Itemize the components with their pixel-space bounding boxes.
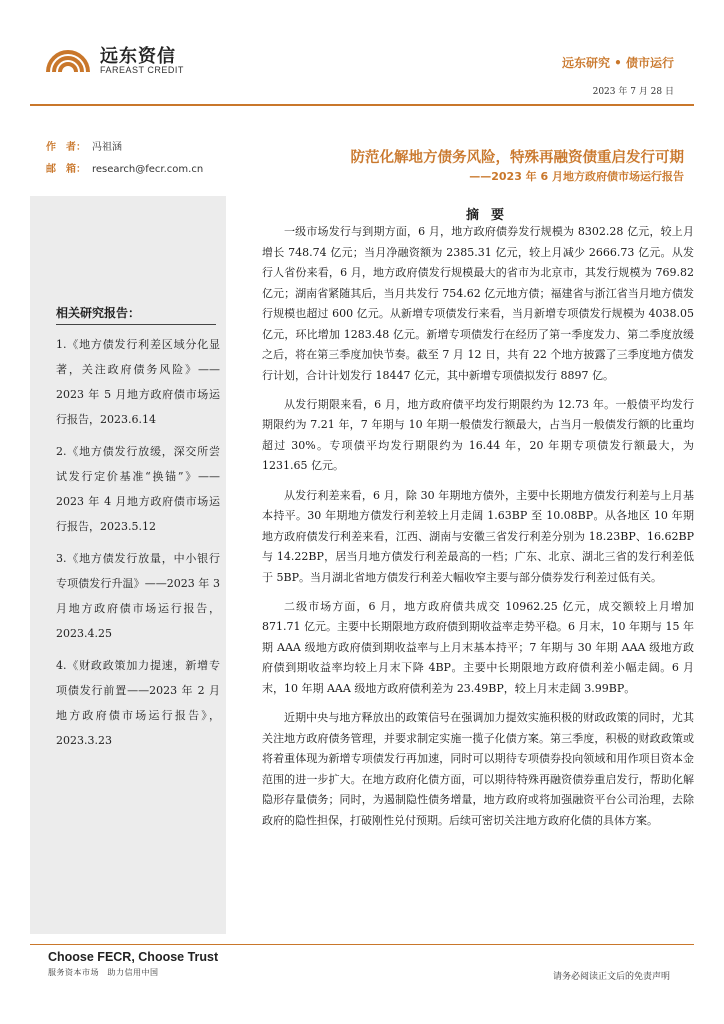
related-reports-sidebar bbox=[30, 196, 226, 934]
company-logo bbox=[44, 40, 214, 76]
abstract-body bbox=[262, 222, 694, 840]
sidebar-divider bbox=[56, 324, 216, 325]
author-label: 作 者： bbox=[46, 142, 86, 153]
report-series: 远东研究 • 债市运行 bbox=[561, 56, 674, 70]
report-date: 2023 年 7 月 28 日 bbox=[592, 87, 674, 97]
email-label: 邮 箱： bbox=[46, 164, 86, 175]
fareast-logo-icon bbox=[44, 42, 92, 76]
footer-slogan: Choose FECR, Choose Trust bbox=[48, 950, 219, 964]
author-name: 冯祖涵 bbox=[92, 142, 122, 153]
related-report-item[interactable]: 3.《地方债发行放量，中小银行专项债发行升温》——2023 年 3 月地方政府债市场运行报告，2023.4.25 bbox=[56, 552, 220, 640]
abstract-paragraph: 二级市场方面，6 月，地方政府债共成交 10962.25 亿元，成交额较上月增加 871.71 亿元。主要中长期限地方政府债到期收益率走势平稳。6 月末，10 年期与 15 年期 AAA 级地方政府债到期收益率与上月末基本持平；7 年期与 30 年期 AAA 级地方政府债到期收益率均较上月末下降 4BP。主要中长期限地方政府债利差小幅走阔。6 月末，10 年期 AAA 级地方政府债利差为 23.49BP，较上月末走阔 3.99BP。 bbox=[262, 599, 694, 695]
abstract-paragraph: 从发行利差来看，6 月，除 30 年期地方债外，主要中长期地方债发行利差与上月基本持平。30 年期地方债发行利差较上月走阔 1.63BP 至 10.08BP。从各地区 10 年期地方政府债发行利差来看，江西、湖南与安徽三省发行利差分别为 18.23BP、16.62BP 与 14.22BP，居当月地方债发行利差最高的一档；广东、北京、湖北三省的发行利差低于 5BP。当月湖北省地方债发行利差大幅收窄主要与部分债券发行利差过低有关。 bbox=[262, 488, 694, 584]
report-subtitle: ——2023 年 6 月地方政府债市场运行报告 bbox=[469, 170, 684, 183]
email-line bbox=[46, 160, 203, 175]
abstract-paragraph: 近期中央与地方释放出的政策信号在强调加力提效实施积极的财政政策的同时，尤其关注地方政府债务管理，并要求制定实施一揽子化债方案。第三季度，积极的财政政策或将着重体现为新增专项债发行再加速，同时可以期待专项债券投向领域和用作项目资本金范围的进一步扩大。在地方政府化债方面，可以期待特殊再融资债券重启发行，帮助化解隐形存量债务；同时，为遏制隐性债务增量，地方政府或将加强融资平台公司治理，去除政府的隐性担保，打破刚性兑付预期。后续可密切关注地方政府化债的具体方案。 bbox=[262, 711, 694, 827]
abstract-paragraph: 一级市场发行与到期方面，6 月，地方政府债券发行规模为 8302.28 亿元，较上月增长 748.74 亿元；当月净融资额为 2385.31 亿元，较上月减少 2666.73 亿元。从发行人省份来看，6 月，地方政府债发行规模最大的省市为北京市，其发行规模为 769.82 亿元；湖南省紧随其后，当月共发行 754.62 亿元地方债；福建省与浙江省当月地方债发行规模也超过 600 亿元。从新增专项债发行来看，当月新增专项债发行规模为 4038.05 亿元，环比增加 1283.48 亿元。新增专项债发行在经历了第一季度发力、第二季度放缓之后，将在第三季度加快节奏。截至 7 月 12 日，共有 22 个地方披露了三季度地方债发行计划，合计计划发行 18447 亿元，其中新增专项债拟发行 8897 亿。 bbox=[262, 225, 694, 382]
footer-divider bbox=[30, 944, 694, 945]
footer-slogan-cn: 服务资本市场 助力信用中国 bbox=[48, 968, 159, 977]
related-report-item[interactable]: 4.《财政政策加力提速，新增专项债发行前置——2023 年 2 月地方政府债市场运行报告》，2023.3.23 bbox=[56, 659, 220, 747]
author-email[interactable]: research@fecr.com.cn bbox=[92, 164, 204, 175]
related-reports-heading: 相关研究报告： bbox=[56, 306, 141, 320]
related-report-item[interactable]: 1.《地方债发行利差区域分化显著，关注政府债务风险》——2023 年 5 月地方政府债市场运行报告，2023.6.14 bbox=[56, 338, 220, 426]
abstract-paragraph: 从发行期限来看，6 月，地方政府债平均发行期限约为 12.73 年。一般债平均发行期限约为 7.21 年，7 年期与 10 年期一般债发行额最大，占当月一般债发行额的比重均超过 30%。专项债平均发行期限约为 16.44 年，20 年期专项债发行额最大，为 1231.65 亿元。 bbox=[262, 397, 694, 473]
logo-cn-text: 远东资信 bbox=[100, 46, 176, 67]
report-title: 防范化解地方债务风险，特殊再融资债重启发行可期 bbox=[350, 150, 684, 166]
related-report-item[interactable]: 2.《地方债发行放缓，深交所尝试发行定价基准“换锚”》——2023 年 4 月地方政府债市场运行报告，2023.5.12 bbox=[56, 445, 220, 533]
logo-en-text: FAREAST CREDIT bbox=[100, 65, 184, 75]
author-line bbox=[46, 138, 122, 153]
disclaimer-note: 请务必阅读正文后的免责声明 bbox=[552, 972, 670, 982]
header-divider bbox=[30, 104, 694, 106]
related-reports-list bbox=[56, 332, 220, 760]
abstract-heading: 摘要 bbox=[466, 208, 517, 223]
